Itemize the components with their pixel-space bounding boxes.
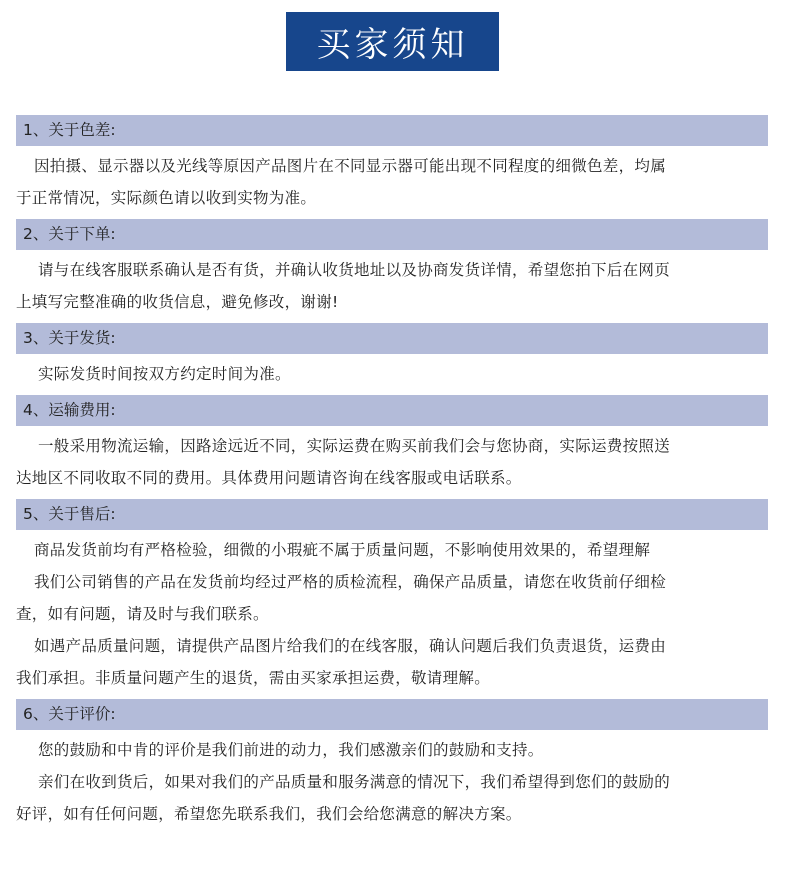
- section-color-difference: [16, 115, 768, 219]
- paragraph-line: 您的鼓励和中肯的评价是我们前进的动力，我们感激亲们的鼓励和支持。: [38, 741, 544, 759]
- paragraph-line: 一般采用物流运输，因路途远近不同，实际运费在购买前我们会与您协商，实际运费按照送: [38, 437, 671, 455]
- paragraph-line: 实际发货时间按双方约定时间为准。: [38, 365, 291, 383]
- paragraph-line: 如遇产品质量问题，请提供产品图片给我们的在线客服，确认问题后我们负责退货，运费由: [34, 637, 667, 655]
- section-after-sales: [16, 499, 768, 699]
- paragraph-line: 好评，如有任何问题，希望您先联系我们，我们会给您满意的解决方案。: [16, 805, 522, 823]
- section-shipping: [16, 323, 768, 395]
- paragraph-line: 我们公司销售的产品在发货前均经过严格的质检流程，确保产品质量，请您在收货前仔细检: [34, 573, 667, 591]
- section-reviews: [16, 699, 768, 835]
- paragraph-line: 达地区不同收取不同的费用。具体费用问题请咨询在线客服或电话联系。: [16, 469, 522, 487]
- paragraph-line: 上填写完整准确的收货信息，避免修改，谢谢!: [16, 293, 339, 311]
- section-heading: 4、运输费用:: [16, 395, 768, 426]
- section-heading: 1、关于色差:: [16, 115, 768, 146]
- paragraph-line: 商品发货前均有严格检验，细微的小瑕疵不属于质量问题，不影响使用效果的，希望理解: [34, 541, 651, 559]
- section-heading: 3、关于发货:: [16, 323, 768, 354]
- notice-content: [16, 115, 768, 835]
- section-heading: 6、关于评价:: [16, 699, 768, 730]
- paragraph-line: 查，如有问题，请及时与我们联系。: [16, 605, 269, 623]
- paragraph-line: 亲们在收到货后，如果对我们的产品质量和服务满意的情况下，我们希望得到您们的鼓励的: [38, 773, 671, 791]
- paragraph-line: 因拍摄、显示器以及光线等原因产品图片在不同显示器可能出现不同程度的细微色差，均属: [34, 157, 667, 175]
- paragraph-line: 请与在线客服联系确认是否有货，并确认收货地址以及协商发货详情，希望您拍下后在网页: [38, 261, 671, 279]
- paragraph-line: 我们承担。非质量问题产生的退货，需由买家承担运费，敬请理解。: [16, 669, 491, 687]
- paragraph-line: 于正常情况，实际颜色请以收到实物为准。: [16, 189, 317, 207]
- section-freight: [16, 395, 768, 499]
- page-title: 买家须知: [286, 12, 499, 71]
- section-heading: 5、关于售后:: [16, 499, 768, 530]
- section-ordering: [16, 219, 768, 323]
- section-heading: 2、关于下单:: [16, 219, 768, 250]
